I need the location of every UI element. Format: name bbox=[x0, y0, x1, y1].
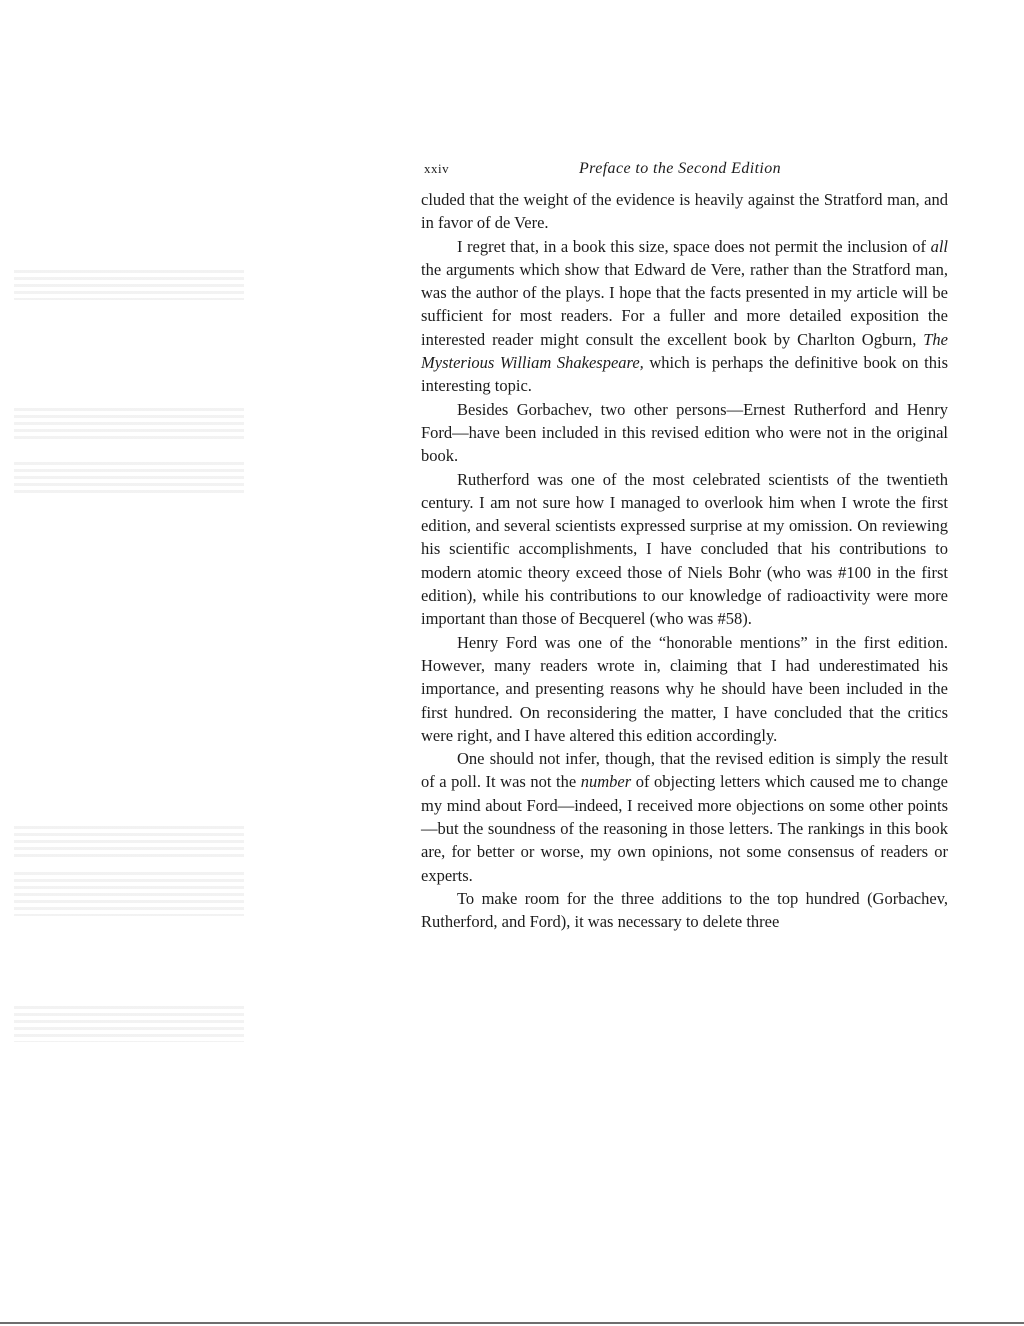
page-header bbox=[424, 160, 944, 182]
body-text bbox=[421, 188, 948, 934]
bleed-through-block bbox=[14, 872, 244, 916]
text-run: of objecting letters which caused me to change my mind about Ford—indeed, I received more objections on some other points—but the soundness of the reasoning in those letters. The rankings in this book are, for better or worse, my own opinions, not some consensus of readers or experts. bbox=[421, 772, 949, 885]
italic-text-run: all bbox=[930, 236, 948, 256]
body-paragraph bbox=[421, 188, 948, 235]
bleed-through-block bbox=[14, 408, 244, 442]
body-paragraph bbox=[421, 398, 948, 468]
bleed-through-block bbox=[14, 462, 244, 496]
text-run: cluded that the weight of the evidence is heavily against the Stratford man, and in favor of de Vere. bbox=[421, 190, 948, 233]
italic-text-run: The Mysterious William Shakespeare, bbox=[421, 329, 948, 373]
text-run: To make room for the three additions to the top hundred (Gorbachev, Rutherford, and Ford), it was necessary to delete three bbox=[421, 888, 948, 932]
bleed-through-block bbox=[14, 826, 244, 860]
page-number: xxiv bbox=[424, 161, 450, 176]
text-run: One should not infer, though, that the revised edition is simply the result of a poll. It was not the bbox=[421, 749, 948, 792]
bottom-edge-rule bbox=[0, 1322, 1024, 1324]
body-paragraph bbox=[421, 468, 948, 631]
bleed-through-block bbox=[14, 1006, 244, 1042]
text-run: Rutherford was one of the most celebrated scientists of the twentieth century. I am not sure how I managed to overlook him when I wrote the first edition, and several scientists expressed surprise at my omission. On reviewing his scientific accomplishments, I have concluded that his contributions to modern atomic theory exceed those of Niels Bohr (who was #100 in the first edition), while his contributions to our knowledge of radioactivity were more important than those of Becquerel (who was #58). bbox=[421, 469, 948, 629]
text-run: Henry Ford was one of the “honorable mentions” in the first edition. However, many readers wrote in, claiming that I had underestimated his importance, and presenting reasons why he should have been included in the first hundred. On reconsidering the matter, I have concluded that the critics were right, and I have altered this edition accordingly. bbox=[421, 632, 948, 745]
running-title: Preface to the Second Edition bbox=[579, 160, 782, 177]
text-run: I regret that, in a book this size, space does not permit the inclusion of bbox=[457, 236, 931, 256]
text-run: Besides Gorbachev, two other persons—Ernest Rutherford and Henry Ford—have been included in this revised edition who were not in the original book. bbox=[421, 399, 948, 466]
body-paragraph bbox=[421, 887, 948, 934]
text-run: which is perhaps the definitive book on this interesting topic. bbox=[421, 353, 948, 396]
body-paragraph bbox=[421, 235, 948, 398]
bleed-through-block bbox=[14, 270, 244, 300]
body-paragraph bbox=[421, 747, 948, 887]
italic-text-run: number bbox=[580, 772, 632, 792]
text-run: the arguments which show that Edward de Vere, rather than the Stratford man, was the author of the plays. I hope that the facts presented in my article will be sufficient for most readers. For a fuller and more detailed exposition the interested reader might consult the excellent book by Charlton Ogburn, bbox=[421, 259, 948, 349]
body-paragraph bbox=[421, 631, 948, 747]
